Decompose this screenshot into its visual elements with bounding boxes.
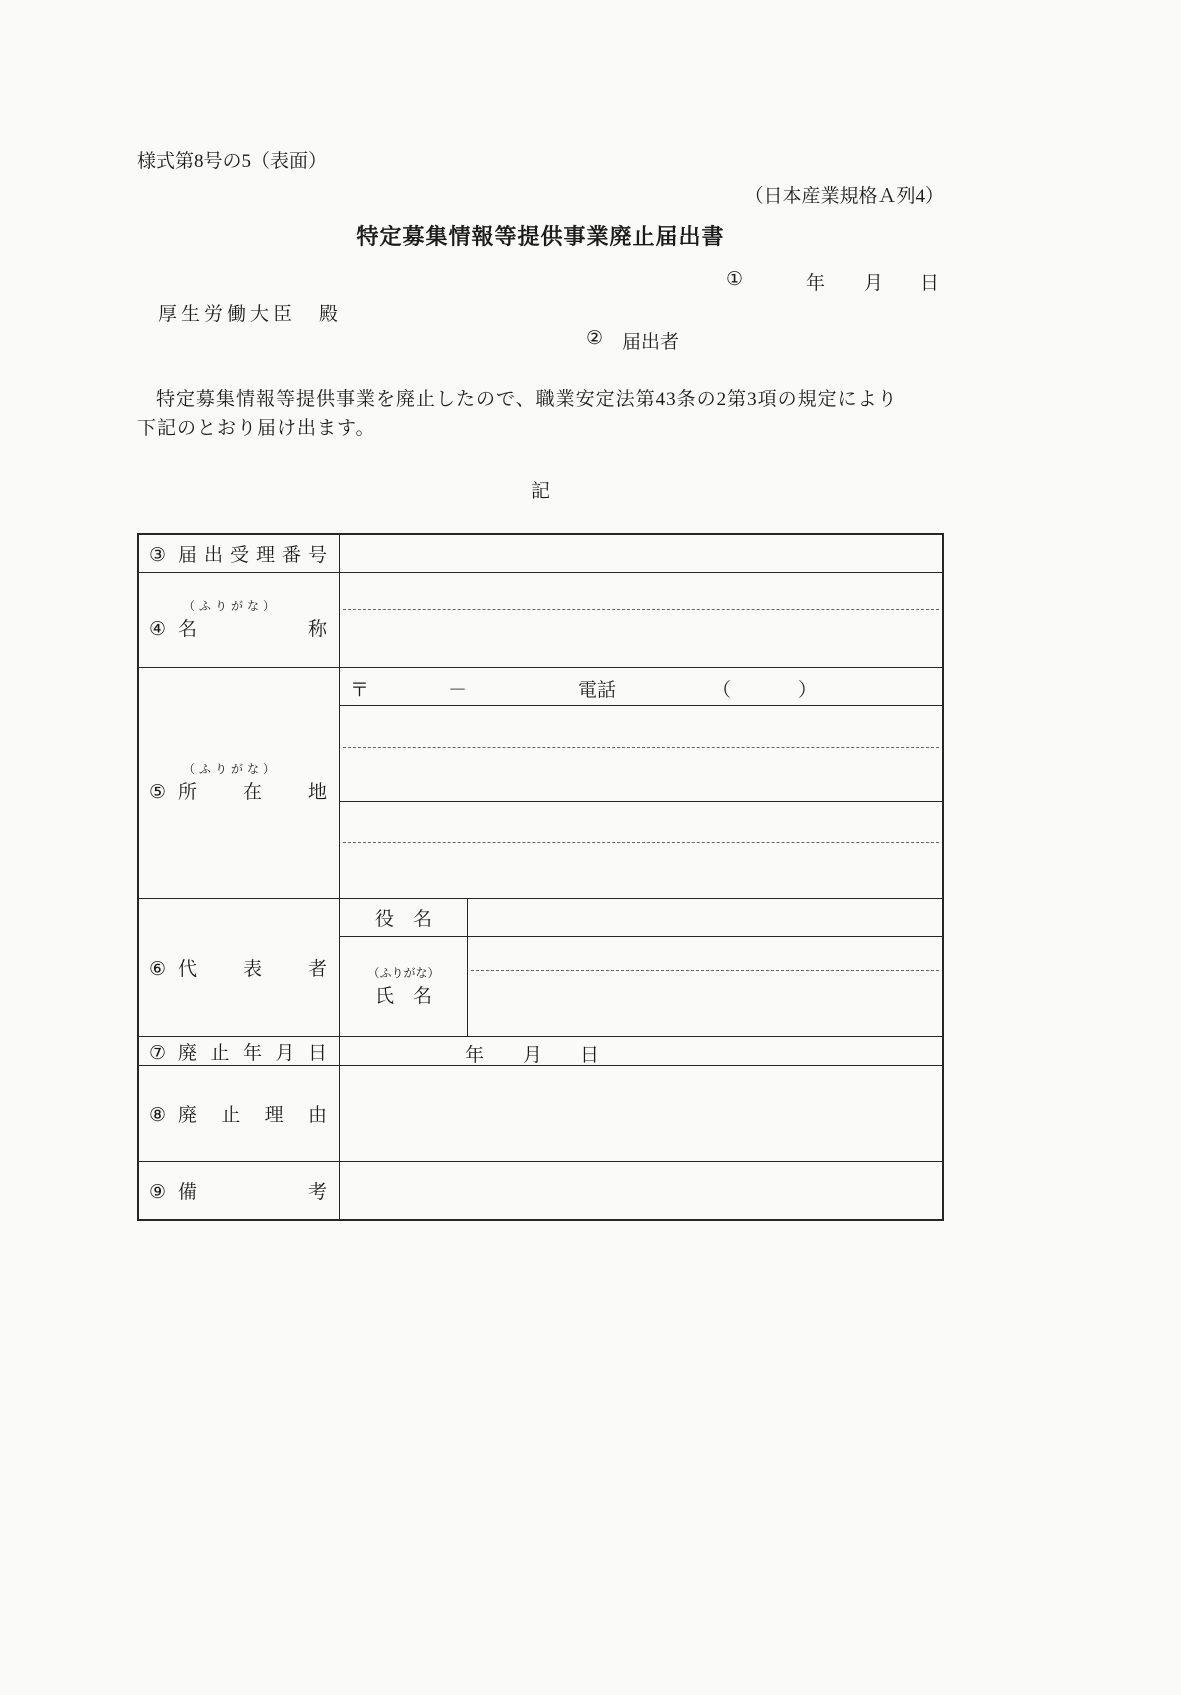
notification-number-label-cell: [139, 535, 340, 572]
representative-title-value: [468, 899, 942, 936]
addressee: 厚生労働大臣 殿: [158, 304, 343, 325]
name-furigana-label: （ふりがな）: [183, 599, 280, 613]
representative-title-label: 役 名: [340, 899, 468, 936]
body-line-1: 特定募集情報等提供事業を廃止したので、職業安定法第43条の2第3項の規定により: [156, 389, 898, 410]
furigana-dotted-rule: [343, 747, 939, 748]
address-postal-tel-row: [340, 668, 942, 706]
furigana-dotted-rule: [471, 970, 939, 971]
row4-number: ④: [149, 619, 167, 640]
abolition-date-value-cell: [340, 1037, 942, 1065]
representative-name-label: 氏 名: [374, 985, 432, 1007]
address-value-cell: [340, 668, 942, 898]
row-abolition-date: [139, 1037, 942, 1066]
address-label-cell: [139, 668, 340, 898]
row-notification-number: [139, 535, 942, 573]
row4-label: 名称: [178, 619, 327, 640]
row6-label: 代表者: [178, 959, 327, 980]
row-remarks: [139, 1162, 942, 1219]
form-table: [137, 533, 944, 1221]
remarks-value-cell: [340, 1162, 942, 1219]
representative-name-furigana: （ふりがな）: [367, 965, 440, 980]
row3-label: 届出受理番号: [178, 545, 327, 566]
row5-number: ⑤: [149, 782, 167, 803]
row7-label: 廃止年月日: [178, 1042, 327, 1064]
address-block-2: [340, 802, 942, 898]
tel-label: 電話: [578, 680, 617, 701]
representative-value-cell: [340, 899, 942, 1036]
form-title: 特定募集情報等提供事業廃止届出書: [356, 224, 725, 249]
abolition-day-label: 日: [580, 1045, 600, 1066]
postal-dash: －: [448, 680, 468, 701]
tel-paren-open: （: [712, 680, 732, 701]
remarks-label-cell: [139, 1162, 340, 1219]
row8-label: 廃止理由: [178, 1105, 327, 1126]
tel-paren-close: ）: [798, 680, 818, 701]
address-furigana-label: （ふりがな）: [183, 762, 280, 776]
ki-heading: 記: [530, 481, 550, 502]
row-name: [139, 573, 942, 668]
form-code: 様式第8号の5（表面）: [137, 151, 328, 172]
jis-standard-note: （日本産業規格Ａ列4）: [744, 186, 944, 207]
body-line-2: 下記のとおり届け出ます。: [137, 418, 376, 439]
row9-label: 備考: [178, 1182, 327, 1203]
row5-label: 所在地: [178, 782, 327, 803]
representative-title-row: [340, 899, 942, 937]
abolition-date-label-cell: [139, 1037, 340, 1065]
representative-name-row: [340, 937, 942, 1036]
furigana-dotted-rule: [343, 609, 939, 610]
date-day-label: 日: [920, 273, 940, 294]
representative-name-value: [468, 937, 942, 1036]
address-block-1: [340, 706, 942, 802]
abolition-year-label: 年: [465, 1045, 485, 1066]
row3-number: ③: [149, 545, 167, 566]
representative-name-label-cell: [340, 937, 468, 1036]
date-line-number: ①: [726, 269, 744, 290]
abolition-reason-label-cell: [139, 1066, 340, 1161]
row9-number: ⑨: [149, 1182, 167, 1203]
row7-number: ⑦: [149, 1042, 167, 1064]
notification-number-value-cell: [340, 535, 942, 572]
abolition-reason-value-cell: [340, 1066, 942, 1161]
applicant-number: ②: [586, 328, 604, 349]
row6-number: ⑥: [149, 959, 167, 980]
name-value-cell: [340, 573, 942, 667]
furigana-dotted-rule: [343, 842, 939, 843]
date-year-label: 年: [806, 273, 826, 294]
row-address: [139, 668, 942, 899]
date-month-label: 月: [864, 273, 884, 294]
abolition-month-label: 月: [523, 1045, 543, 1066]
name-label-cell: [139, 573, 340, 667]
row-abolition-reason: [139, 1066, 942, 1162]
row-representative: [139, 899, 942, 1037]
row8-number: ⑧: [149, 1105, 167, 1126]
postal-mark: 〒: [350, 680, 370, 701]
applicant-label: 届出者: [622, 332, 680, 353]
representative-label-cell: [139, 899, 340, 1036]
